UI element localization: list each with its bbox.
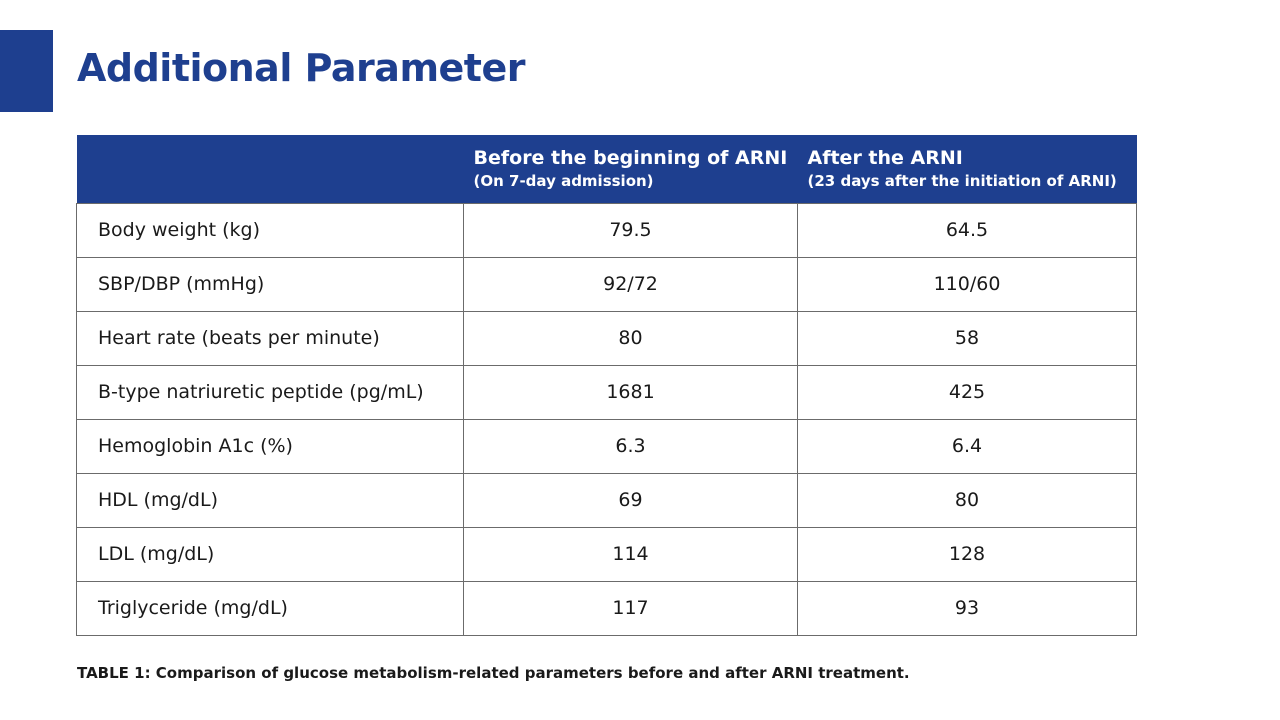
table-row xyxy=(77,257,1137,311)
table-body xyxy=(77,203,1137,635)
row-before-value: 79.5 xyxy=(464,203,798,257)
header-before-title: Before the beginning of ARNI xyxy=(473,146,788,169)
row-label: Triglyceride (mg/dL) xyxy=(77,581,464,635)
row-after-value: 93 xyxy=(798,581,1137,635)
row-label: Body weight (kg) xyxy=(77,203,464,257)
row-label: HDL (mg/dL) xyxy=(77,473,464,527)
row-before-value: 69 xyxy=(464,473,798,527)
header-before-subtitle: (On 7-day admission) xyxy=(473,171,654,190)
table-row xyxy=(77,365,1137,419)
header-parameter xyxy=(77,135,464,203)
header-after-subtitle: (23 days after the initiation of ARNI) xyxy=(807,171,1117,190)
row-label: B-type natriuretic peptide (pg/mL) xyxy=(77,365,464,419)
row-after-value: 64.5 xyxy=(798,203,1137,257)
page-title: Additional Parameter xyxy=(77,46,525,90)
row-after-value: 6.4 xyxy=(798,419,1137,473)
row-label: Heart rate (beats per minute) xyxy=(77,311,464,365)
table-row xyxy=(77,527,1137,581)
parameters-table xyxy=(76,135,1137,636)
row-label: Hemoglobin A1c (%) xyxy=(77,419,464,473)
row-before-value: 1681 xyxy=(464,365,798,419)
row-label: SBP/DBP (mmHg) xyxy=(77,257,464,311)
table-row xyxy=(77,581,1137,635)
row-before-value: 80 xyxy=(464,311,798,365)
header-before xyxy=(464,135,798,203)
title-accent-bar xyxy=(0,30,53,112)
table-row xyxy=(77,203,1137,257)
header-row xyxy=(77,135,1137,203)
table-caption: TABLE 1: Comparison of glucose metabolism-related parameters before and after ARNI treatment. xyxy=(77,664,910,682)
row-after-value: 58 xyxy=(798,311,1137,365)
row-before-value: 117 xyxy=(464,581,798,635)
row-after-value: 128 xyxy=(798,527,1137,581)
row-before-value: 92/72 xyxy=(464,257,798,311)
header-after xyxy=(798,135,1137,203)
row-before-value: 6.3 xyxy=(464,419,798,473)
header-after-title: After the ARNI xyxy=(807,146,963,169)
table-row xyxy=(77,473,1137,527)
table-row xyxy=(77,419,1137,473)
row-after-value: 425 xyxy=(798,365,1137,419)
row-label: LDL (mg/dL) xyxy=(77,527,464,581)
row-before-value: 114 xyxy=(464,527,798,581)
table-row xyxy=(77,311,1137,365)
row-after-value: 80 xyxy=(798,473,1137,527)
table-header xyxy=(77,135,1137,203)
row-after-value: 110/60 xyxy=(798,257,1137,311)
